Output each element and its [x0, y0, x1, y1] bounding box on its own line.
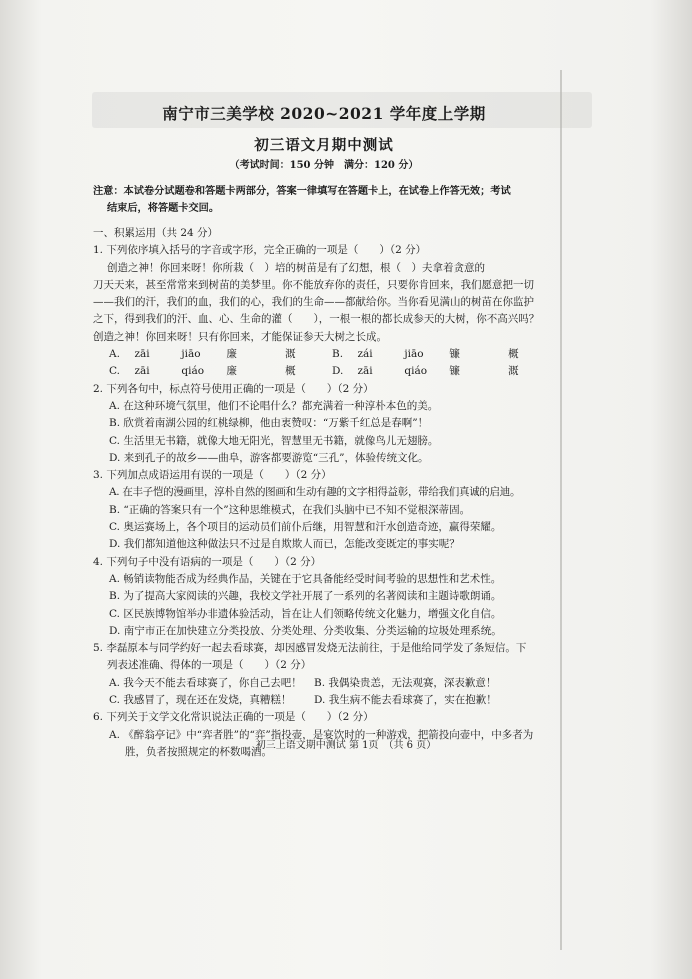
question-2-option-b: B. 欣赏着南湖公园的红桃绿柳，他由衷赞叹：“万紫千红总是春啊”！ [109, 417, 429, 430]
question-4 [93, 554, 555, 640]
exam-info: （考试时间：150 分钟 满分：120 分） [229, 160, 419, 171]
question-3-stem: 3. 下列加点成语运用有误的一项是（ ）（2 分） [93, 469, 332, 482]
section-title: 一、积累运用（共 24 分） [93, 227, 219, 239]
question-5-option-b: B. 我偶染贵恙，无法观赛，深表歉意！ [314, 676, 497, 689]
option-cell: 廉 [226, 348, 237, 361]
question-1-options-row-2 [93, 363, 555, 380]
question-1 [93, 242, 555, 380]
question-5-option-d: D. 我生病不能去看球赛了，实在抱歉！ [314, 694, 497, 707]
question-3-option-d: D. 我们都知道他这种做法只不过是自欺欺人而已，怎能改变既定的事实呢？ [109, 538, 460, 551]
option-cell: jiāo [181, 348, 201, 361]
page-edge-line [560, 70, 562, 950]
option-cell: zāi [134, 348, 150, 361]
question-1-stem: 1. 下列依序填入括号的字音或字形，完全正确的一项是（ ）（2 分） [93, 244, 427, 257]
option-letter: C. [109, 365, 120, 378]
option-letter: A. [109, 348, 120, 361]
option-cell: 概 [508, 348, 519, 361]
option-cell: 溉 [285, 348, 296, 361]
question-2-option-a: A. 在这种环境气氛里，他们不论唱什么？都充满着一种淳朴本色的美。 [109, 399, 439, 412]
option-cell: jiāo [404, 348, 424, 361]
option-cell: 概 [285, 365, 296, 378]
question-4-option-b: B. 为了提高大家阅读的兴趣，我校文学社开展了一系列的名著阅读和主题诗歌朗诵。 [109, 590, 502, 603]
question-5-option-c: C. 我感冒了，现在还在发烧，真糟糕！ [109, 694, 292, 707]
option-cell: 溉 [508, 365, 519, 378]
option-cell: qiáo [181, 365, 205, 378]
question-3 [93, 467, 555, 553]
option-cell: 镰 [449, 365, 460, 378]
question-5 [93, 640, 555, 709]
option-cell: zái [357, 348, 373, 361]
school-title: 南宁市三美学校 2020~2021 学年度上学期 [162, 104, 486, 123]
question-5-option-a: A. 我今天不能去看球赛了，你自己去吧！ [109, 676, 302, 689]
question-6-stem: 6. 下列关于文学文化常识说法正确的一项是（ ）（2 分） [93, 711, 374, 724]
question-4-stem: 4. 下列句子中没有语病的一项是（ ）（2 分） [93, 555, 322, 568]
question-2-option-c: C. 生活里无书籍，就像大地无阳光，智慧里无书籍，就像鸟儿无翅膀。 [109, 434, 439, 447]
question-2 [93, 381, 555, 467]
question-4-option-c: C. 区民族博物馆举办非遗体验活动，旨在让人们领略传统文化魅力，增强文化自信。 [109, 607, 502, 620]
question-5-options-row-2 [93, 692, 555, 709]
question-2-stem: 2. 下列各句中，标点符号使用正确的一项是（ ）（2 分） [93, 382, 374, 395]
exam-title: 初三语文月期中测试 [254, 137, 394, 154]
option-cell: qiáo [404, 365, 428, 378]
question-5-options-row-1 [93, 675, 555, 692]
question-5-stem-line-2: 列表述准确、得体的一项是（ ）（2 分） [107, 659, 312, 672]
question-3-option-b: B. “正确的答案只有一个”这种思维模式，在我们头脑中已不知不觉根深蒂固。 [109, 503, 471, 516]
question-1-passage-line-2: 刀天天来，甚至常常来到树苗的美梦里。你不能放弃你的责任，只要你肯回来，我们愿意把一切 [93, 278, 534, 291]
option-cell: zāi [357, 365, 373, 378]
exam-content [93, 104, 555, 761]
question-6-option-a-line-2: 胜，负者按照规定的杯数喝酒。 [125, 745, 272, 758]
question-1-options-row-1 [93, 346, 555, 363]
question-1-passage-line-4: 之下，得到我们的汗、血、心、生命的灌（ ），一根一根的都长成参天的大树，你不高兴吗？ [93, 313, 540, 326]
option-cell: 镰 [449, 348, 460, 361]
page-footer: 初三上语文期中测试 第 1页 （共 6 页） [255, 740, 437, 751]
option-cell: zāi [134, 365, 150, 378]
option-cell: 廉 [226, 365, 237, 378]
notice [93, 183, 555, 216]
question-2-option-d: D. 来到孔子的故乡——曲阜，游客都要游览“三孔”，体验传统文化。 [109, 451, 429, 464]
question-5-stem-line-1: 5. 李磊原本与同学约好一起去看球赛，却因感冒发烧无法前往，于是他给同学发了条短信。下 [93, 642, 527, 655]
question-1-passage-line-5: 创造之神！你回来呀！只有你回来，才能保证参天大树之长成。 [93, 330, 387, 343]
question-3-option-c: C. 奥运赛场上，各个项目的运动员们前仆后继，用智慧和汗水创造奇迹，赢得荣耀。 [109, 521, 502, 534]
option-letter: B. [332, 348, 344, 361]
question-1-passage-line-3: ——我们的汗，我们的血，我们的心，我们的生命——都献给你。当你看见满山的树苗在你监护 [93, 296, 534, 309]
notice-line-1: 注意：本试卷分试题卷和答题卡两部分，答案一律填写在答题卡上，在试卷上作答无效；考试 [93, 185, 511, 197]
option-letter: D. [332, 365, 344, 378]
question-4-option-a: A. 畅销读物能否成为经典作品，关键在于它具备能经受时间考验的思想性和艺术性。 [109, 572, 502, 585]
question-1-passage-line-1: 创造之神！你回来呀！你所栽（ ）培的树苗是有了幻想，根（ ）夫拿着贪意的 [107, 261, 485, 274]
notice-line-2: 结束后，将答题卡交回。 [107, 201, 220, 214]
question-6-option-a-line-1: A. 《醉翁亭记》中“弈者胜”的“弈”指投壶，是宴饮时的一种游戏，把箭投向壶中，中多者为 [109, 728, 534, 741]
question-4-option-d: D. 南宁市正在加快建立分类投放、分类处理、分类收集、分类运输的垃圾处理系统。 [109, 624, 502, 637]
question-3-option-a: A. 在丰子恺的漫画里，淳朴自然的图画和生动有趣的文字相得益彰，带给我们真诚的启迪。 [109, 486, 521, 499]
